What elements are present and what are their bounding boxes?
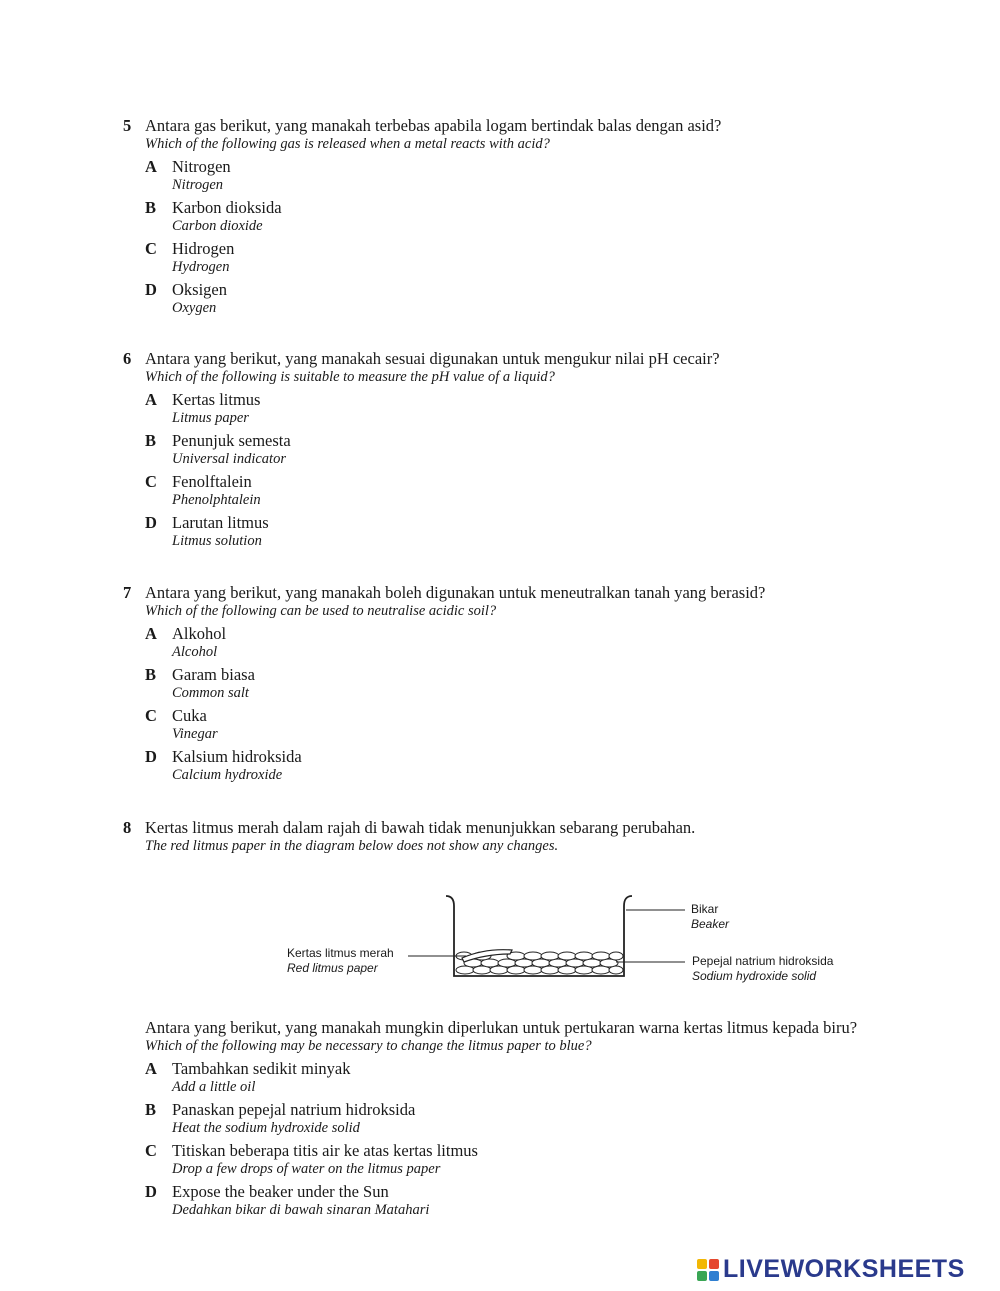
question-text-malay: Kertas litmus merah dalam rajah di bawah tidak menunjukkan sebarang perubahan.	[145, 818, 696, 837]
option-b[interactable]	[123, 198, 983, 235]
option-c[interactable]	[123, 472, 983, 509]
option-text-english: Universal indicator	[172, 451, 286, 467]
question-text-malay: Antara yang berikut, yang manakah mungkin diperlukan untuk pertukaran warna kertas litmus kepada biru?	[145, 1018, 858, 1037]
label-beaker: Bikar Beaker	[691, 902, 730, 931]
option-text-malay: Garam biasa	[172, 665, 255, 684]
question-number: 6	[123, 349, 132, 368]
option-text-english: Litmus solution	[172, 533, 262, 549]
option-text-english: Add a little oil	[172, 1079, 256, 1095]
option-text-malay: Penunjuk semesta	[172, 431, 291, 450]
option-text-english: Phenolphtalein	[172, 492, 261, 508]
option-letter: D	[145, 1182, 157, 1201]
option-text-english: Heat the sodium hydroxide solid	[172, 1120, 360, 1136]
question-7	[123, 583, 983, 784]
liveworksheets-brand[interactable]	[696, 1255, 965, 1284]
option-text-malay: Titiskan beberapa titis air ke atas kertas litmus	[172, 1141, 478, 1160]
question-text-english: Which of the following may be necessary to change the litmus paper to blue?	[145, 1038, 592, 1054]
option-letter: C	[145, 472, 157, 491]
option-text-malay: Oksigen	[172, 280, 227, 299]
option-text-english: Dedahkan bikar di bawah sinaran Matahari	[172, 1202, 430, 1218]
question-stem	[123, 818, 983, 855]
label-litmus-paper: Kertas litmus merah Red litmus paper	[287, 946, 394, 975]
option-letter: A	[145, 157, 157, 176]
question-stem	[123, 583, 983, 620]
option-text-malay: Alkohol	[172, 624, 227, 643]
question-8	[123, 818, 983, 855]
option-text-malay: Cuka	[172, 706, 207, 725]
question-6	[123, 349, 983, 550]
option-letter: A	[145, 390, 157, 409]
question-text-english: Which of the following is suitable to measure the pH value of a liquid?	[145, 369, 555, 385]
option-text-malay: Panaskan pepejal natrium hidroksida	[172, 1100, 416, 1119]
option-text-malay: Karbon dioksida	[172, 198, 282, 217]
question-text-malay: Antara yang berikut, yang manakah boleh digunakan untuk meneutralkan tanah yang berasid?	[145, 583, 766, 602]
option-text-english: Calcium hydroxide	[172, 767, 283, 783]
option-d[interactable]	[123, 513, 983, 550]
option-letter: D	[145, 280, 157, 299]
option-letter: B	[145, 431, 157, 450]
question-text-english: Which of the following gas is released when a metal reacts with acid?	[145, 136, 550, 152]
option-letter: A	[145, 624, 157, 643]
option-text-english: Alcohol	[172, 644, 218, 660]
option-c[interactable]	[123, 1141, 943, 1178]
question-number: 5	[123, 116, 132, 135]
option-text-english: Oxygen	[172, 300, 217, 316]
option-letter: B	[145, 665, 157, 684]
option-letter: C	[145, 1141, 157, 1160]
option-text-english: Nitrogen	[172, 177, 224, 193]
option-letter: D	[145, 513, 157, 532]
option-d[interactable]	[123, 1182, 943, 1219]
option-text-malay: Fenolftalein	[172, 472, 252, 491]
option-letter: A	[145, 1059, 157, 1078]
option-a[interactable]	[123, 157, 983, 194]
option-b[interactable]	[123, 665, 983, 702]
option-text-english: Vinegar	[172, 726, 218, 742]
option-b[interactable]	[123, 1100, 943, 1137]
option-letter: C	[145, 706, 157, 725]
question-text-malay: Antara yang berikut, yang manakah sesuai digunakan untuk mengukur nilai pH cecair?	[145, 349, 720, 368]
option-letter: C	[145, 239, 157, 258]
option-text-malay: Larutan litmus	[172, 513, 269, 532]
question-stem	[123, 116, 983, 153]
option-text-english: Carbon dioxide	[172, 218, 263, 234]
option-text-english: Common salt	[172, 685, 249, 701]
question-text-english: The red litmus paper in the diagram below does not show any changes.	[145, 838, 559, 854]
option-d[interactable]	[123, 280, 983, 317]
option-letter: B	[145, 198, 157, 217]
option-c[interactable]	[123, 706, 983, 743]
option-text-malay: Kertas litmus	[172, 390, 261, 409]
liveworksheets-wordmark: LIVEWORKSHEETS	[723, 1255, 965, 1283]
option-text-malay: Tambahkan sedikit minyak	[172, 1059, 351, 1078]
question-number: 8	[123, 818, 132, 837]
option-text-english: Hydrogen	[172, 259, 230, 275]
option-text-english: Drop a few drops of water on the litmus paper	[172, 1161, 441, 1177]
question-number: 7	[123, 583, 132, 602]
option-d[interactable]	[123, 747, 983, 784]
option-text-malay: Hidrogen	[172, 239, 235, 258]
option-a[interactable]	[123, 390, 983, 427]
question-stem	[123, 349, 983, 386]
question-8-options	[123, 1018, 943, 1219]
option-text-malay: Nitrogen	[172, 157, 231, 176]
option-text-english: Litmus paper	[172, 410, 249, 426]
option-letter: B	[145, 1100, 157, 1119]
label-sodium-hydroxide-solid: Pepejal natrium hidroksida Sodium hydroxide solid	[692, 954, 834, 983]
option-text-malay: Kalsium hidroksida	[172, 747, 302, 766]
option-b[interactable]	[123, 431, 983, 468]
option-c[interactable]	[123, 239, 983, 276]
option-a[interactable]	[123, 624, 983, 661]
beaker-diagram	[280, 888, 860, 993]
question-5	[123, 116, 983, 317]
question-sub-stem	[123, 1018, 943, 1055]
option-a[interactable]	[123, 1059, 943, 1096]
question-text-english: Which of the following can be used to neutralise acidic soil?	[145, 603, 497, 619]
option-text-malay: Expose the beaker under the Sun	[172, 1182, 389, 1201]
liveworksheets-logo-icon	[696, 1258, 720, 1282]
option-letter: D	[145, 747, 157, 766]
question-text-malay: Antara gas berikut, yang manakah terbebas apabila logam bertindak balas dengan asid?	[145, 116, 722, 135]
